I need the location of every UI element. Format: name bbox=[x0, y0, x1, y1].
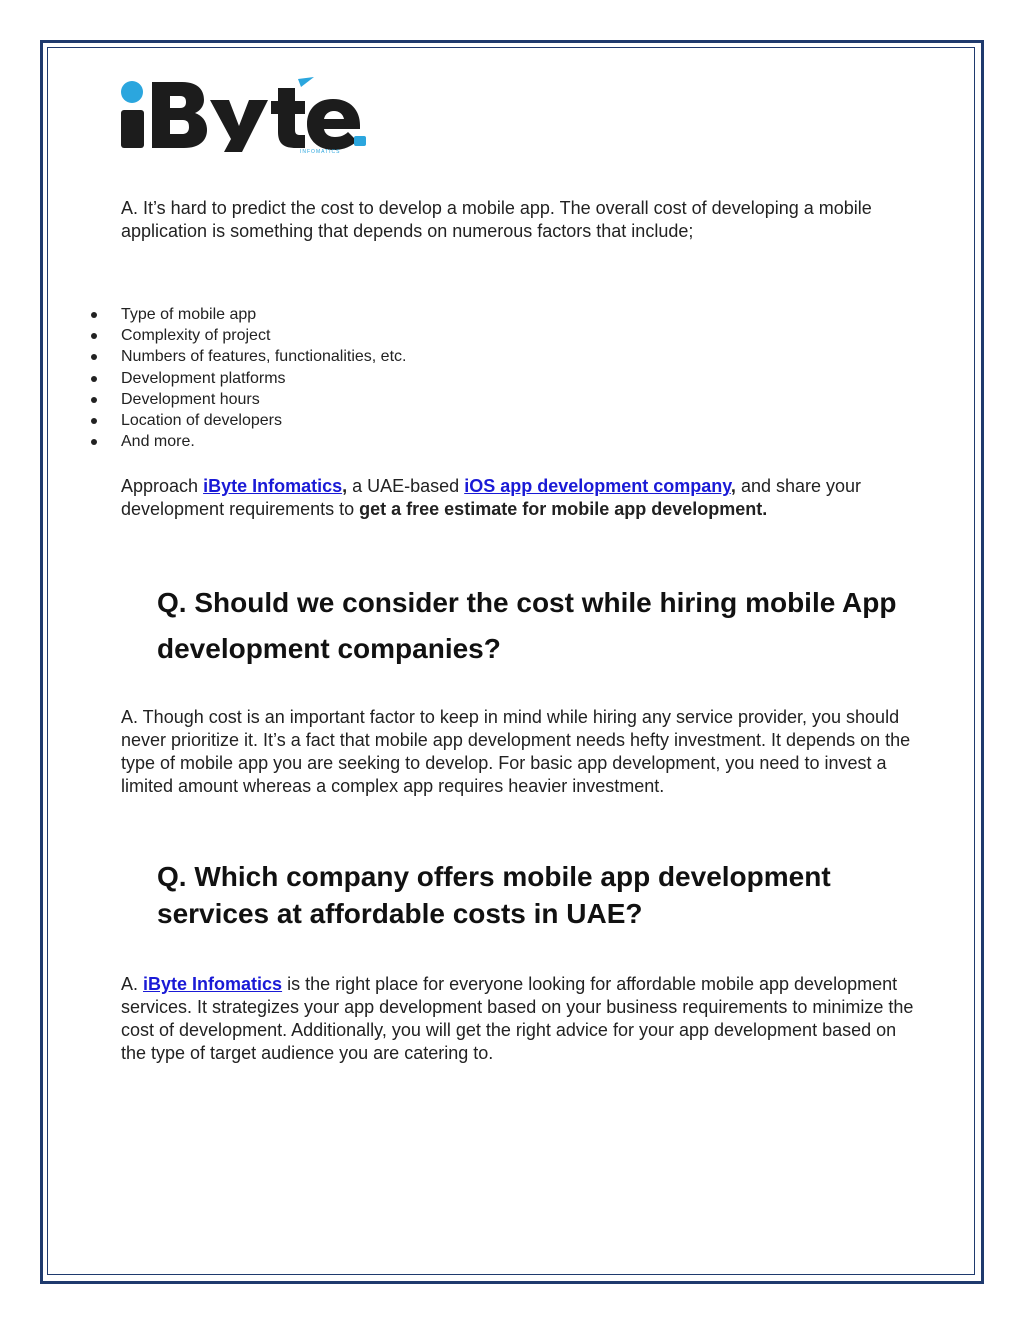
list-item: Development hours bbox=[88, 389, 406, 410]
answer-prefix: A. bbox=[121, 974, 144, 994]
free-estimate-text: get a free estimate for mobile app development. bbox=[359, 499, 768, 519]
list-item: Numbers of features, functionalities, etc. bbox=[88, 346, 406, 367]
ibyte-infomatics-link[interactable]: iByte Infomatics bbox=[143, 974, 283, 994]
list-item: Development platforms bbox=[88, 368, 406, 389]
answer-cost-priority: A. Though cost is an important factor to keep in mind while hiring any service provider, you should never prioritize it. It’s a fact that mobile app development needs hefty investment. It depends on the type of mobile app you are seeking to develop. For basic app development, you need to invest a limited amount whereas a complex app requires heavier investment. bbox=[121, 707, 911, 796]
ios-app-development-company-link[interactable]: iOS app development company bbox=[464, 476, 731, 496]
list-item: Type of mobile app bbox=[88, 304, 406, 325]
ibyte-infomatics-link[interactable]: iByte Infomatics bbox=[203, 476, 343, 496]
approach-middle: a UAE-based bbox=[347, 476, 465, 496]
answer-company-text: is the right place for everyone looking for affordable mobile app development services. It strategizes your app development based on your business requirements to minimize the cost of development. Additionally, you will get the right advice for your app development based on the type of target audience you are catering to. bbox=[121, 974, 914, 1063]
ibyte-logo bbox=[118, 74, 370, 154]
question-heading-company: Q. Which company offers mobile app development services at affordable costs in UAE? bbox=[157, 861, 831, 929]
list-item: Location of developers bbox=[88, 410, 406, 431]
list-item: Complexity of project bbox=[88, 325, 406, 346]
answer-company bbox=[121, 973, 921, 1065]
list-item: And more. bbox=[88, 431, 406, 452]
factor-list bbox=[88, 304, 406, 452]
question-heading-cost: Q. Should we consider the cost while hiring mobile App development companies? bbox=[157, 587, 897, 664]
approach-after: and share your development requirements to bbox=[121, 476, 862, 519]
approach-comma-1: , bbox=[342, 476, 348, 496]
approach-paragraph bbox=[121, 475, 921, 521]
approach-prefix: Approach bbox=[121, 476, 204, 496]
approach-comma-2: , bbox=[730, 476, 736, 496]
logo-subtext: INFOMATICS bbox=[300, 149, 341, 154]
answer-cost-factors: A. It’s hard to predict the cost to develop a mobile app. The overall cost of developing a mobile application is something that depends on numerous factors that include; bbox=[121, 198, 872, 241]
